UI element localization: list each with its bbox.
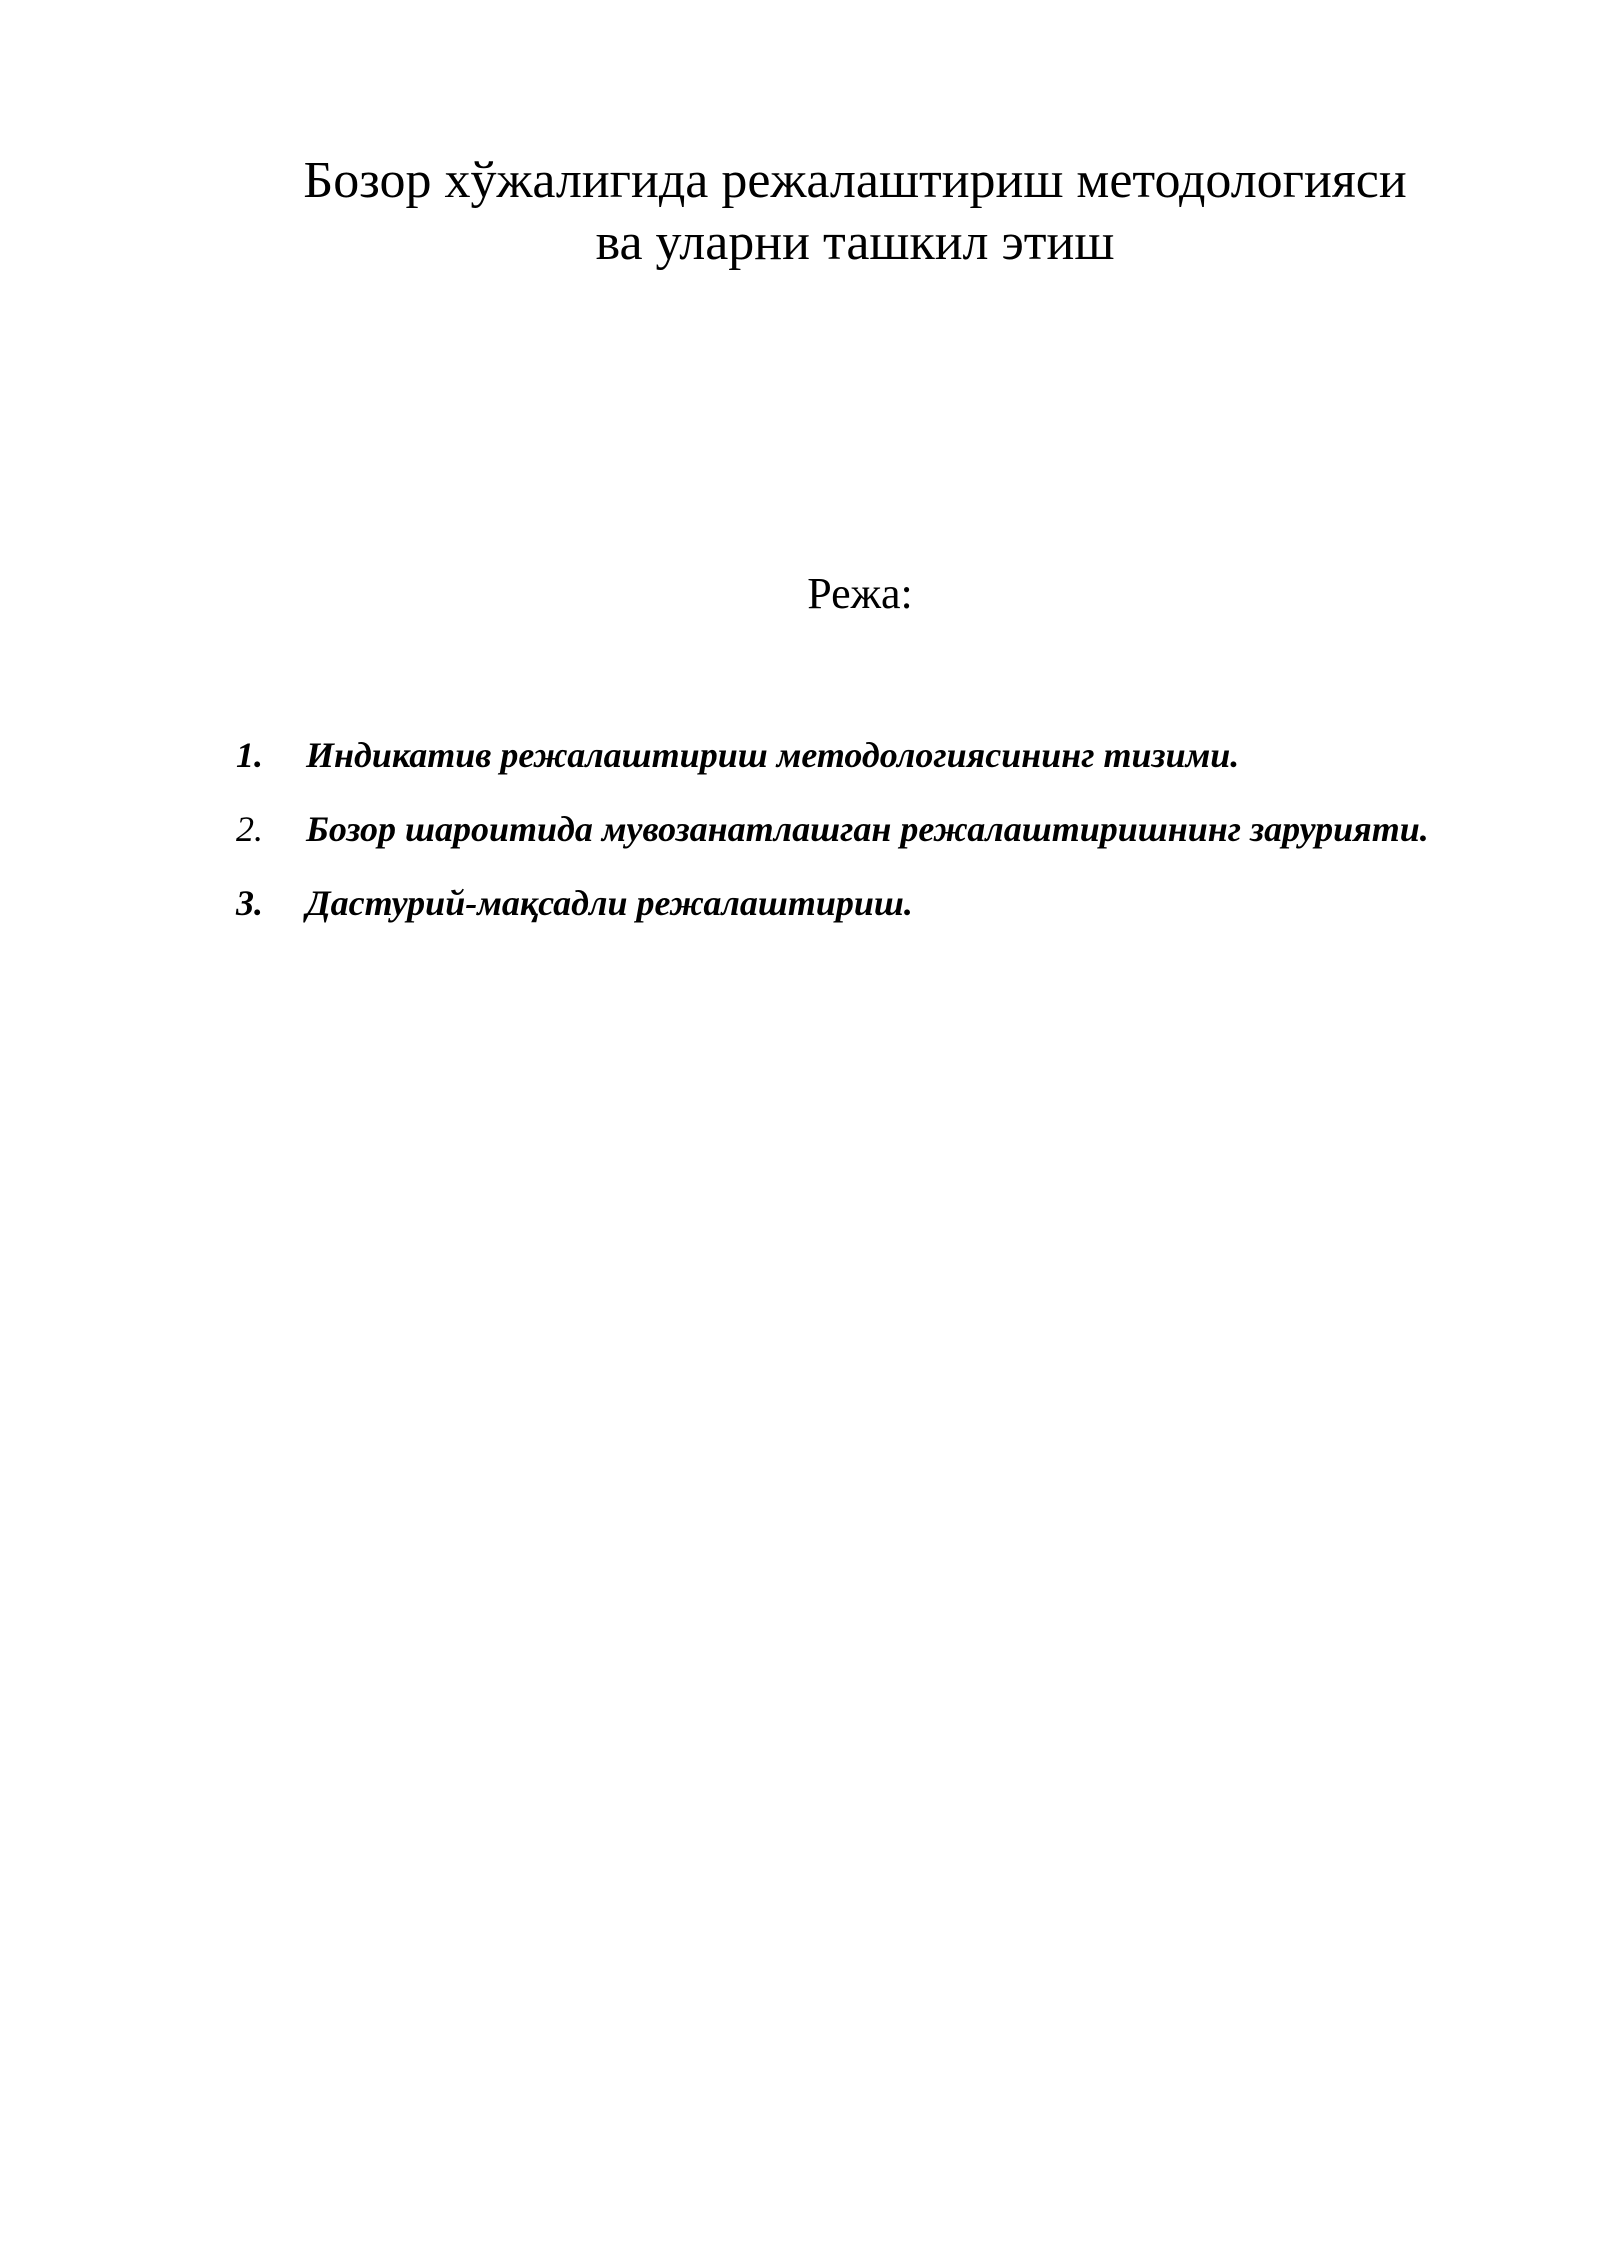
plan-item-number: 2. bbox=[236, 809, 263, 849]
plan-item-3 bbox=[236, 866, 1496, 940]
title-line-2: ва уларни ташкил этиш bbox=[595, 214, 1115, 271]
plan-item-text: Индикатив режалаштириш методологиясининг тизими. bbox=[306, 735, 1240, 775]
plan-item-number: 3. bbox=[236, 883, 263, 923]
plan-item-text: Дастурий-мақсадли режалаштириш. bbox=[306, 883, 913, 923]
plan-item-1 bbox=[236, 718, 1496, 792]
document-title bbox=[180, 150, 1530, 274]
plan-item-text: Бозор шароитида мувозанатлашган режалаштиришнинг зарурияти. bbox=[306, 809, 1429, 849]
plan-item-2 bbox=[236, 792, 1496, 866]
plan-heading: Режа: bbox=[807, 569, 913, 618]
plan-item-number: 1. bbox=[236, 735, 263, 775]
plan-list bbox=[236, 718, 1496, 940]
title-line-1: Бозор хўжалигида режалаштириш методологияси bbox=[303, 152, 1407, 209]
